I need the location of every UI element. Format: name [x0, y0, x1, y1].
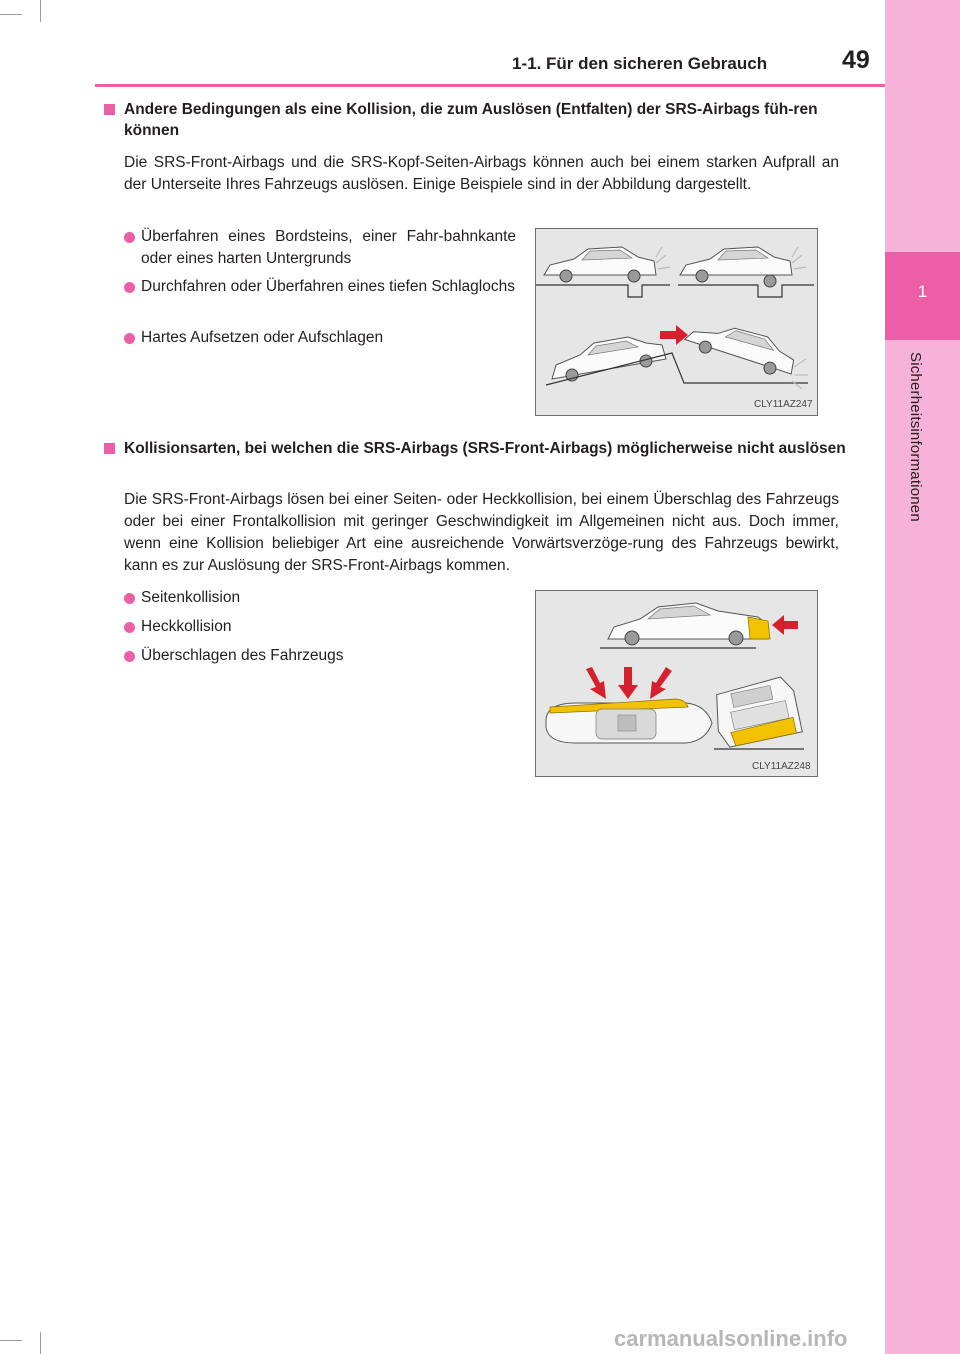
- side-tab-strip: [885, 0, 960, 1354]
- watermark: carmanualsonline.info: [614, 1326, 848, 1351]
- chapter-tab: [885, 252, 960, 340]
- page-number: 49: [842, 46, 870, 74]
- body-paragraph: Die SRS-Front-Airbags lösen bei einer Seiten- oder Heckkollision, bei einem Überschlag des Fahrzeugs oder bei einer Frontalkollision mit geringer Geschwindigkeit im Allgemeinen nicht aus. Doch immer, wenn eine Kollision beliebiger Art eine ausreichende Vorwärtsverzöge-rung des Fahrzeugs bewirkt, kann es zur Auslösung der SRS-Front-Airbags kommen.: [124, 491, 839, 574]
- body-paragraph: Die SRS-Front-Airbags und die SRS-Kopf-Seiten-Airbags können auch bei einem starken Aufprall an der Unterseite Ihres Fahrzeugs auslösen. Einige Beispiele sind in der Abbildung dargestellt.: [124, 154, 839, 193]
- square-bullet-icon: [104, 443, 115, 454]
- list-item: [124, 276, 516, 298]
- figure-collision-types: [535, 590, 818, 777]
- list-item-text: Heckkollision: [141, 618, 232, 635]
- car-rollover-icon: [710, 675, 802, 749]
- chapter-label: Sicherheitsinformationen: [907, 352, 924, 522]
- list-item: [124, 226, 516, 270]
- list-item-text: Überfahren eines Bordsteins, einer Fahr-bahnkante oder eines harten Untergrunds: [141, 228, 516, 267]
- list-item: [124, 645, 504, 667]
- list-item-text: Hartes Aufsetzen oder Aufschlagen: [141, 329, 384, 346]
- underbody-impact-illustration: [536, 229, 817, 415]
- bullet-dot-icon: [124, 593, 135, 604]
- red-arrow-icon: [660, 325, 688, 345]
- section-header-title: 1-1. Für den sicheren Gebrauch: [512, 54, 768, 73]
- crop-mark: [40, 1332, 41, 1354]
- section-heading: [104, 99, 846, 141]
- bullet-dot-icon: [124, 333, 135, 344]
- car-pothole-icon: [680, 247, 792, 287]
- red-arrow-icon: [772, 615, 798, 635]
- list-item-text: Seitenkollision: [141, 589, 241, 606]
- list-item-text: Überschlagen des Fahrzeugs: [141, 647, 344, 664]
- car-curb-icon: [544, 247, 656, 282]
- square-bullet-icon: [104, 104, 115, 115]
- bullet-dot-icon: [124, 282, 135, 293]
- chapter-number: 1: [917, 282, 928, 301]
- red-arrow-icon: [618, 667, 638, 699]
- list-item: [124, 327, 516, 349]
- figure-code: CLY11AZ248: [752, 761, 811, 772]
- red-arrow-icon: [650, 667, 672, 699]
- car-side-collision-icon: [546, 699, 712, 743]
- bullet-dot-icon: [124, 622, 135, 633]
- bullet-dot-icon: [124, 232, 135, 243]
- car-hard-landing-icon: [683, 313, 800, 381]
- crop-mark: [0, 14, 22, 15]
- red-arrow-icon: [586, 667, 606, 699]
- list-item-text: Durchfahren oder Überfahren eines tiefen Schlaglochs: [141, 278, 515, 295]
- header-rule: [95, 84, 885, 87]
- bullet-dot-icon: [124, 651, 135, 662]
- car-rear-collision-icon: [608, 603, 770, 645]
- section-heading-text: Kollisionsarten, bei welchen die SRS-Airbags (SRS-Front-Airbags) möglicherweise nicht auslösen: [124, 440, 846, 457]
- list-item: [124, 616, 504, 638]
- crop-mark: [0, 1340, 22, 1341]
- section-heading: [104, 438, 846, 459]
- figure-underbody-impact: [535, 228, 818, 416]
- list-item: [124, 587, 504, 609]
- section-heading-text: Andere Bedingungen als eine Kollision, die zum Auslösen (Entfalten) der SRS-Airbags füh-ren können: [124, 101, 818, 139]
- crop-mark: [40, 0, 41, 22]
- figure-code: CLY11AZ247: [754, 399, 813, 410]
- collision-types-illustration: [536, 591, 817, 776]
